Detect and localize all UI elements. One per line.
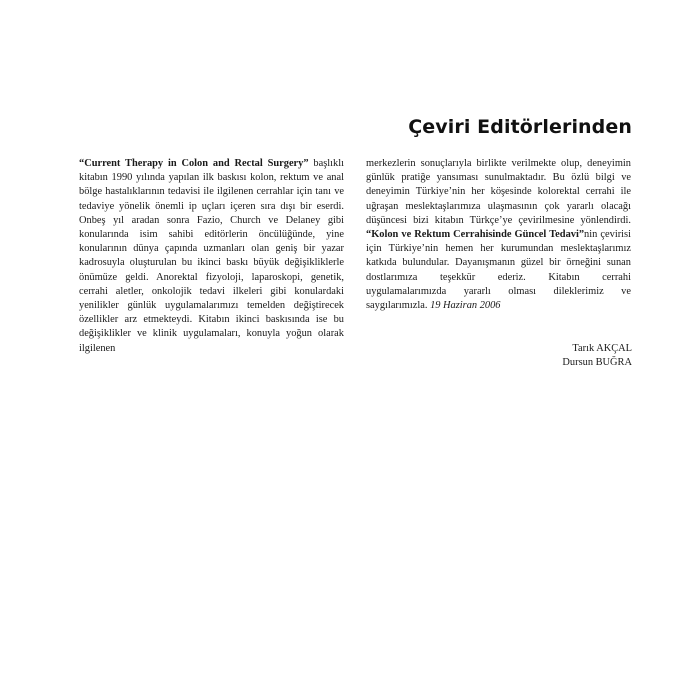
left-text-column [79,157,344,356]
right-paragraph-text-2: nin çevirisi için Türkiye’nin hemen her kurumundan meslektaşlarımız katkıda bulundular. Dayanışmanın güzel bir örneğini sunan dostlarımıza teşekkür ederiz. Kitabın cerrahi uygulamalarımızda yararlı olması dileklerimiz ve saygılarımızla. [366,229,631,312]
right-paragraph [366,157,631,313]
left-paragraph-text: başlıklı kitabın 1990 yılında yapılan ilk baskısı kolon, rektum ve anal bölge hastalıklarının tedavisi ile ilgilenen cerrahlar için tanı ve tedaviye yönelik önemli ip uçları içeren sıra dışı bir eserdi. Onbeş yıl aradan sonra Fazio, Church ve Delaney gibi konularında isim sahibi editörlerin öncülüğünde, yine konularının dünya çapında uzmanları olan geniş bir yazar kadrosuyla oluşturulan bu ikinci baskı büyük değişikliklerle önümüze geldi. Anorektal fizyoloji, laparoskopi, genetik, cerrahi aletler, onkolojik tedavi ilkeleri gibi konulardaki yenilikler günlük uygulamalarımızı temelden değiştirecek özellikler arz etmekteydi. Kitabın ikinci baskısında ise bu değişiklikler ve klinik uygulamaları, konuyla yoğun olarak ilgilenen [79,158,344,354]
translated-book-title: “Kolon ve Rektum Cerrahisinde Güncel Tedavi” [366,229,585,241]
page-title: Çeviri Editörlerinden [408,116,632,138]
date-text: 19 Haziran 2006 [430,300,501,312]
original-book-title: “Current Therapy in Colon and Rectal Surgery” [79,158,309,169]
signature-block [562,342,632,370]
editor-name-1: Tarık AKÇAL [572,343,632,354]
editor-name-2: Dursun BUĞRA [562,357,632,369]
left-paragraph [79,157,344,356]
right-paragraph-text-1: merkezlerin sonuçlarıyla birlikte verilmekte olup, deneyimin günlük pratiğe yansıması sunulmaktadır. Bu özlü bilgi ve deneyimin Türkiye’nin her köşesinde kolorektal cerrahi ile uğraşan meslektaşlarımıza ulaşmasının çok yararlı olacağı düşüncesi bizi kitabın Türkçe’ye çevirilmesine yönlendirdi. [366,158,631,226]
right-text-column [366,157,631,313]
